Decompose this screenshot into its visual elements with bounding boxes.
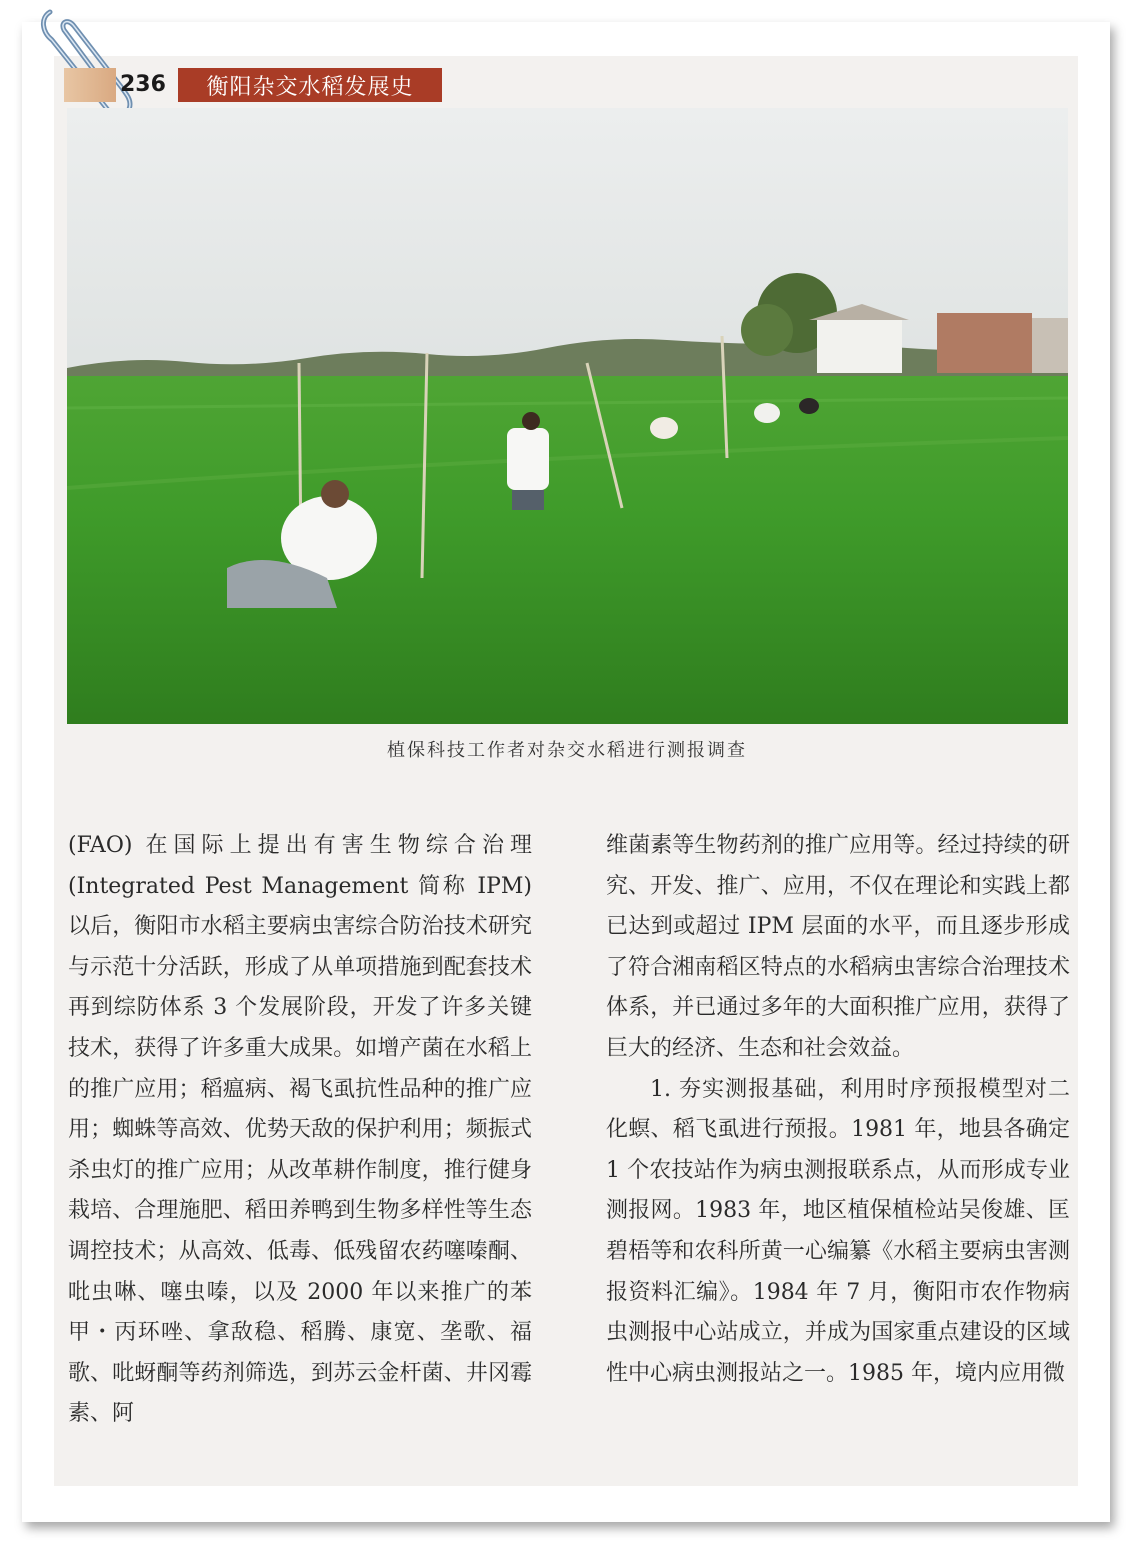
paperclip-icon bbox=[38, 4, 138, 124]
rice-field-photo bbox=[67, 108, 1068, 724]
figure-caption: 植保科技工作者对杂交水稻进行测报调查 bbox=[387, 740, 747, 761]
text-column-right bbox=[606, 826, 1070, 1394]
book-title: 衡阳杂交水稻发展史 bbox=[178, 68, 442, 102]
page-number: 236 bbox=[120, 72, 166, 97]
right-paragraph-2: 1. 夯实测报基础，利用时序预报模型对二化螟、稻飞虱进行预报。1981 年，地县各确定 1 个农技站作为病虫测报联系点，从而形成专业测报网。1983 年，地区植保植检站吴俊雄、匡碧梧等和农科所黄一心编纂《水稻主要病虫害测报资料汇编》。1984 年 7 月，衡阳市农作物病虫测报中心站成立，并成为国家重点建设的区域性中心病虫测报站之一。1985 年，境内应用微 bbox=[606, 1076, 1070, 1386]
text-column-left bbox=[68, 826, 532, 1435]
header-tab bbox=[64, 68, 116, 102]
left-paragraph: (FAO) 在国际上提出有害生物综合治理 (Integrated Pest Management 简称 IPM) 以后，衡阳市水稻主要病虫害综合防治技术研究与示范十分活跃，形成了从单项措施到配套技术再到综防体系 3 个发展阶段，开发了许多关键技术，获得了许多重大成果。如增产菌在水稻上的推广应用；稻瘟病、褐飞虱抗性品种的推广应用；蜘蛛等高效、优势天敌的保护利用；频振式杀虫灯的推广应用；从改革耕作制度，推行健身栽培、合理施肥、稻田养鸭到生物多样性等生态调控技术；从高效、低毒、低残留农药噻嗪酮、吡虫啉、噻虫嗪，以及 2000 年以来推广的苯甲・丙环唑、拿敌稳、稻腾、康宽、垄歌、福歌、吡蚜酮等药剂筛选，到苏云金杆菌、井冈霉素、阿 bbox=[68, 833, 532, 1427]
right-paragraph-1: 维菌素等生物药剂的推广应用等。经过持续的研究、开发、推广、应用，不仅在理论和实践上都已达到或超过 IPM 层面的水平，而且逐步形成了符合湘南稻区特点的水稻病虫害综合治理技术体系，并已通过多年的大面积推广应用，获得了巨大的经济、生态和社会效益。 bbox=[606, 833, 1070, 1061]
